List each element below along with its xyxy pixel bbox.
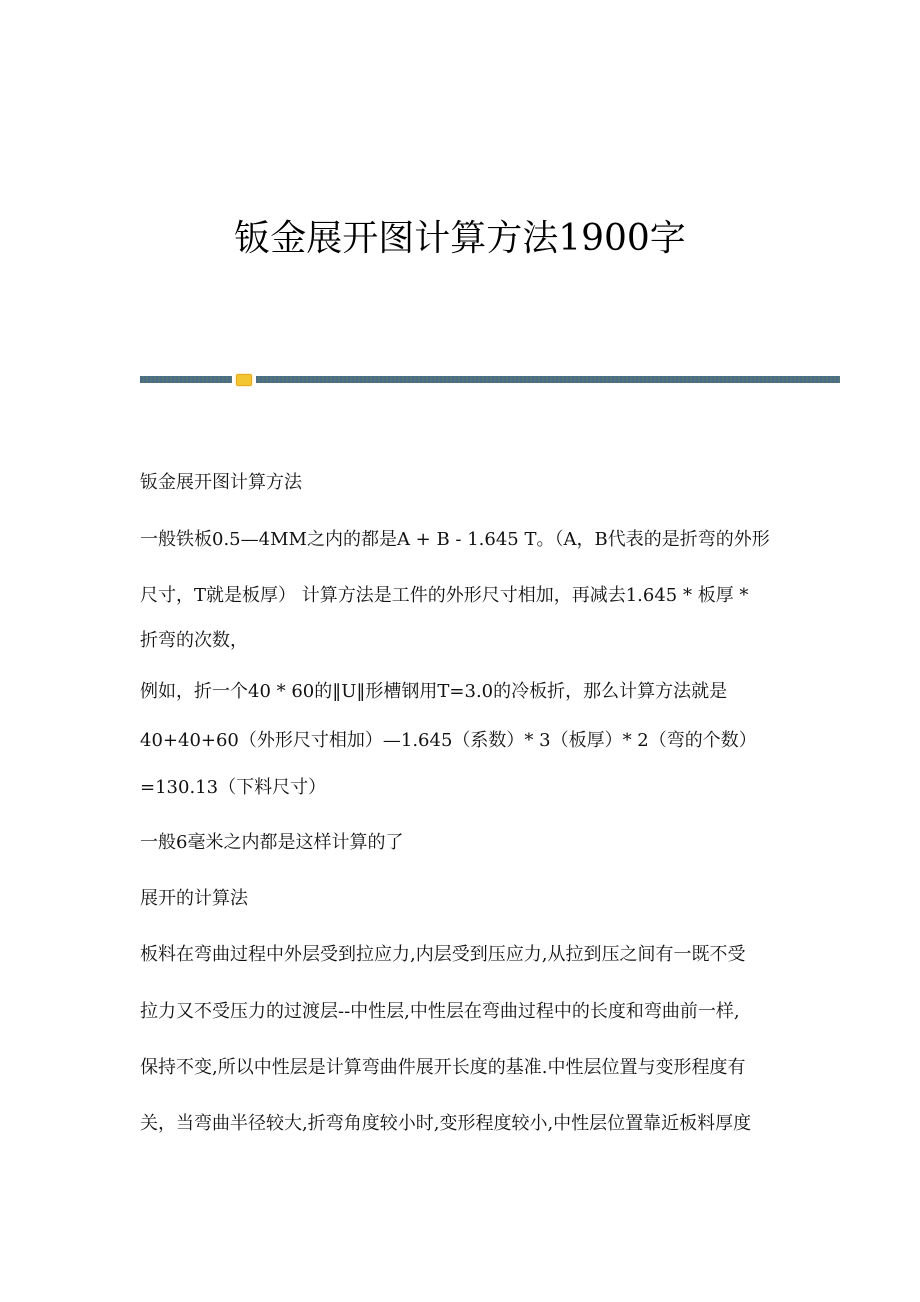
paragraph-line: 折弯的次数， — [140, 630, 248, 651]
paragraph-line: 例如，折一个40 * 60的‖U‖形槽钢用T=3.0的冷板折，那么计算方法就是 — [140, 681, 728, 702]
paragraph-line: 板料在弯曲过程中外层受到拉应力,内层受到压应力,从拉到压之间有一既不受 — [140, 944, 746, 965]
section-heading: 钣金展开图计算方法 — [140, 472, 302, 493]
section-heading: 展开的计算法 — [140, 888, 248, 909]
paragraph-line: 40+40+60（外形尺寸相加）—1.645（系数）* 3（板厚）* 2（弯的个数） — [140, 730, 757, 751]
divider-left — [140, 376, 232, 383]
paragraph-line: 尺寸，T就是板厚） 计算方法是工件的外形尺寸相加，再减去1.645 * 板厚 * — [140, 585, 749, 606]
document-title: 钣金展开图计算方法1900字 — [234, 218, 686, 259]
divider-right — [256, 376, 840, 383]
divider-ornament-icon — [236, 374, 252, 386]
paragraph-line: 保持不变,所以中性层是计算弯曲件展开长度的基准.中性层位置与变形程度有 — [140, 1057, 746, 1078]
paragraph-line: 一般铁板0.5—4MM之内的都是A + B - 1.645 T。（A，B代表的是折弯的外形 — [140, 529, 770, 550]
paragraph-line: 一般6毫米之内都是这样计算的了 — [140, 832, 404, 853]
paragraph-line: 拉力又不受压力的过渡层--中性层,中性层在弯曲过程中的长度和弯曲前一样, — [140, 1001, 740, 1022]
paragraph-line: 关，当弯曲半径较大,折弯角度较小时,变形程度较小,中性层位置靠近板料厚度 — [140, 1113, 752, 1134]
paragraph-line: =130.13（下料尺寸） — [140, 777, 327, 798]
